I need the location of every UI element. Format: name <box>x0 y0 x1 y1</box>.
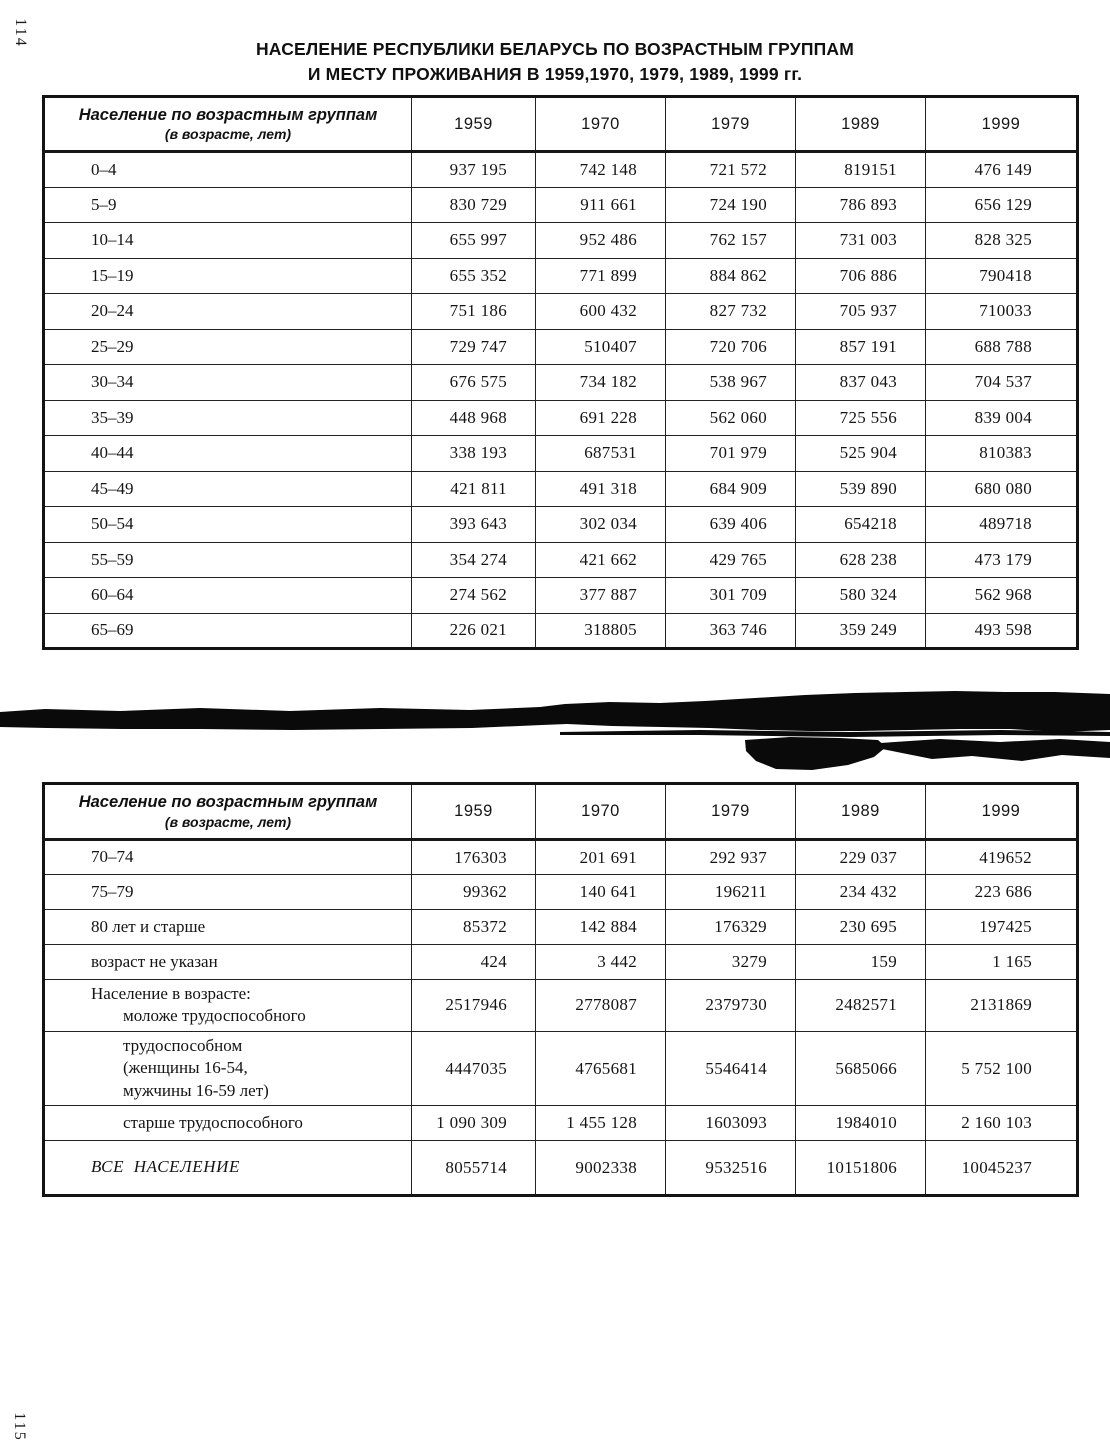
age-group-label <box>44 294 412 330</box>
header-label-line1: Население по возрастным группам <box>78 105 378 124</box>
table-row <box>44 365 1078 401</box>
year-header-1979: 1979 <box>666 97 796 152</box>
population-value: 377 887 <box>536 578 666 614</box>
population-value: 5546414 <box>666 1031 796 1105</box>
table-row <box>44 1141 1078 1196</box>
label-text: 15–19 <box>91 265 134 285</box>
header-label-line2: (в возрасте, лет) <box>164 126 292 143</box>
page-number-top: 114 <box>12 18 29 48</box>
population-value: 839 004 <box>926 400 1078 436</box>
population-value: 819151 <box>796 152 926 188</box>
label-text: возраст не указан <box>91 951 218 971</box>
population-value: 688 788 <box>926 329 1078 365</box>
label-text: 70–74 <box>91 847 134 867</box>
ink-blob-right <box>880 739 1110 761</box>
table-row <box>44 945 1078 980</box>
population-value: 142 884 <box>536 910 666 945</box>
population-value: 684 909 <box>666 471 796 507</box>
table-row <box>44 1031 1078 1105</box>
population-value: 827 732 <box>666 294 796 330</box>
age-group-label <box>44 945 412 980</box>
population-value: 656 129 <box>926 187 1078 223</box>
age-group-label <box>44 1106 412 1141</box>
table-row <box>44 542 1078 578</box>
label-text: 30–34 <box>91 372 134 392</box>
age-group-label <box>44 875 412 910</box>
population-value: 338 193 <box>412 436 536 472</box>
population-value: 655 352 <box>412 258 536 294</box>
age-group-label <box>44 187 412 223</box>
population-value: 476 149 <box>926 152 1078 188</box>
population-value: 201 691 <box>536 840 666 875</box>
label-text: 40–44 <box>91 443 134 463</box>
table-row <box>44 507 1078 543</box>
population-value: 539 890 <box>796 471 926 507</box>
table-row <box>44 258 1078 294</box>
population-table-lower <box>42 782 1079 1197</box>
population-value: 937 195 <box>412 152 536 188</box>
population-value: 734 182 <box>536 365 666 401</box>
label-text: мужчины 16-59 лет) <box>123 1080 269 1100</box>
population-value: 176303 <box>412 840 536 875</box>
age-group-label <box>44 910 412 945</box>
label-text: 55–59 <box>91 549 134 569</box>
population-value: 580 324 <box>796 578 926 614</box>
label-text: старше трудоспособного <box>123 1112 303 1132</box>
population-value: 884 862 <box>666 258 796 294</box>
population-value: 676 575 <box>412 365 536 401</box>
table-row <box>44 613 1078 649</box>
label-text: 45–49 <box>91 478 134 498</box>
page-title-line2: И МЕСТУ ПРОЖИВАНИЯ В 1959,1970, 1979, 1989, 1999 гг. <box>307 63 803 84</box>
age-group-label <box>44 400 412 436</box>
population-value: 639 406 <box>666 507 796 543</box>
age-group-label <box>44 471 412 507</box>
population-value: 99362 <box>412 875 536 910</box>
label-text: 80 лет и старше <box>91 916 206 936</box>
label-text: Население в возрасте: <box>91 984 251 1003</box>
ink-smudge-band <box>0 691 1110 732</box>
population-value: 725 556 <box>796 400 926 436</box>
table-row <box>44 980 1078 1032</box>
population-value: 2131869 <box>926 980 1078 1032</box>
population-value: 85372 <box>412 910 536 945</box>
year-header-1989: 1989 <box>796 784 926 840</box>
table-row <box>44 294 1078 330</box>
population-value: 762 157 <box>666 223 796 259</box>
label-text: (женщины 16-54, <box>123 1058 248 1078</box>
population-value: 680 080 <box>926 471 1078 507</box>
population-value: 421 811 <box>412 471 536 507</box>
population-value: 489718 <box>926 507 1078 543</box>
population-value: 292 937 <box>666 840 796 875</box>
population-value: 8055714 <box>412 1141 536 1196</box>
population-table-upper <box>42 95 1079 650</box>
population-value: 302 034 <box>536 507 666 543</box>
label-text: моложе трудоспособного <box>123 1006 306 1026</box>
table-row <box>44 471 1078 507</box>
population-value: 3279 <box>666 945 796 980</box>
label-text: 0–4 <box>91 159 117 179</box>
population-value: 4765681 <box>536 1031 666 1105</box>
population-value: 562 968 <box>926 578 1078 614</box>
age-group-label <box>44 365 412 401</box>
population-value: 628 238 <box>796 542 926 578</box>
population-value: 424 <box>412 945 536 980</box>
population-value: 393 643 <box>412 507 536 543</box>
year-header-1999: 1999 <box>926 784 1078 840</box>
label-text: 20–24 <box>91 301 134 321</box>
page-title <box>0 37 1110 87</box>
population-value: 2517946 <box>412 980 536 1032</box>
population-value: 448 968 <box>412 400 536 436</box>
population-value: 3 442 <box>536 945 666 980</box>
age-group-column-header <box>44 97 412 152</box>
label-text: 75–79 <box>91 881 134 901</box>
label-text: 65–69 <box>91 620 134 640</box>
label-text: 25–29 <box>91 336 134 356</box>
population-value: 654218 <box>796 507 926 543</box>
age-group-label <box>44 1141 412 1196</box>
population-value: 234 432 <box>796 875 926 910</box>
age-group-label <box>44 329 412 365</box>
population-value: 857 191 <box>796 329 926 365</box>
table-row <box>44 329 1078 365</box>
population-value: 2482571 <box>796 980 926 1032</box>
population-value: 705 937 <box>796 294 926 330</box>
population-value: 510407 <box>536 329 666 365</box>
population-value: 600 432 <box>536 294 666 330</box>
population-value: 724 190 <box>666 187 796 223</box>
population-value: 720 706 <box>666 329 796 365</box>
age-group-label <box>44 223 412 259</box>
population-value: 830 729 <box>412 187 536 223</box>
population-value: 655 997 <box>412 223 536 259</box>
population-value: 2 160 103 <box>926 1106 1078 1141</box>
year-header-1959: 1959 <box>412 97 536 152</box>
table-row <box>44 875 1078 910</box>
population-value: 1 455 128 <box>536 1106 666 1141</box>
year-header-1979: 1979 <box>666 784 796 840</box>
population-value: 828 325 <box>926 223 1078 259</box>
population-value: 691 228 <box>536 400 666 436</box>
population-value: 704 537 <box>926 365 1078 401</box>
population-value: 4447035 <box>412 1031 536 1105</box>
table-row <box>44 400 1078 436</box>
population-value: 706 886 <box>796 258 926 294</box>
label-text: 5–9 <box>91 194 117 214</box>
table-row <box>44 578 1078 614</box>
population-value: 176329 <box>666 910 796 945</box>
page-title-line1: НАСЕЛЕНИЕ РЕСПУБЛИКИ БЕЛАРУСЬ ПО ВОЗРАСТНЫМ ГРУППАМ <box>255 39 855 59</box>
population-value: 5685066 <box>796 1031 926 1105</box>
population-value: 493 598 <box>926 613 1078 649</box>
population-value: 229 037 <box>796 840 926 875</box>
population-value: 687531 <box>536 436 666 472</box>
age-group-label <box>44 578 412 614</box>
population-value: 226 021 <box>412 613 536 649</box>
table-row <box>44 223 1078 259</box>
age-group-label <box>44 613 412 649</box>
population-value: 301 709 <box>666 578 796 614</box>
age-group-label <box>44 1031 412 1105</box>
population-value: 223 686 <box>926 875 1078 910</box>
population-value: 911 661 <box>536 187 666 223</box>
age-group-label <box>44 980 412 1032</box>
age-group-label <box>44 436 412 472</box>
population-value: 429 765 <box>666 542 796 578</box>
label-text: 50–54 <box>91 514 134 534</box>
population-value: 159 <box>796 945 926 980</box>
header-label-line2: (в возрасте, лет) <box>164 813 292 830</box>
year-header-1959: 1959 <box>412 784 536 840</box>
year-header-1970: 1970 <box>536 784 666 840</box>
population-value: 525 904 <box>796 436 926 472</box>
table-row <box>44 840 1078 875</box>
age-group-column-header <box>44 784 412 840</box>
header-row <box>44 97 1078 152</box>
table-row <box>44 1106 1078 1141</box>
age-group-label <box>44 258 412 294</box>
population-value: 729 747 <box>412 329 536 365</box>
population-value: 9532516 <box>666 1141 796 1196</box>
population-value: 473 179 <box>926 542 1078 578</box>
label-text: трудоспособном <box>123 1035 243 1055</box>
year-header-1999: 1999 <box>926 97 1078 152</box>
population-value: 318805 <box>536 613 666 649</box>
population-value: 9002338 <box>536 1141 666 1196</box>
population-value: 421 662 <box>536 542 666 578</box>
population-value: 230 695 <box>796 910 926 945</box>
population-value: 274 562 <box>412 578 536 614</box>
population-value: 5 752 100 <box>926 1031 1078 1105</box>
population-value: 701 979 <box>666 436 796 472</box>
age-group-label <box>44 507 412 543</box>
population-value: 742 148 <box>536 152 666 188</box>
population-value: 1984010 <box>796 1106 926 1141</box>
table-row <box>44 910 1078 945</box>
population-value: 196211 <box>666 875 796 910</box>
age-group-label <box>44 840 412 875</box>
population-value: 786 893 <box>796 187 926 223</box>
population-value: 1 165 <box>926 945 1078 980</box>
population-value: 1603093 <box>666 1106 796 1141</box>
population-value: 10045237 <box>926 1141 1078 1196</box>
age-group-label <box>44 152 412 188</box>
age-group-label <box>44 542 412 578</box>
page-number-bottom: 115 <box>11 1412 28 1442</box>
population-value: 359 249 <box>796 613 926 649</box>
population-value: 810383 <box>926 436 1078 472</box>
population-value: 721 572 <box>666 152 796 188</box>
population-value: 538 967 <box>666 365 796 401</box>
population-value: 140 641 <box>536 875 666 910</box>
table-row <box>44 436 1078 472</box>
population-value: 10151806 <box>796 1141 926 1196</box>
population-value: 1 090 309 <box>412 1106 536 1141</box>
population-value: 2778087 <box>536 980 666 1032</box>
label-text: 10–14 <box>91 230 134 250</box>
population-value: 197425 <box>926 910 1078 945</box>
population-value: 837 043 <box>796 365 926 401</box>
scan-artifact <box>0 685 1110 785</box>
header-row <box>44 784 1078 840</box>
ink-smudge-wisp <box>560 730 1110 737</box>
population-value: 710033 <box>926 294 1078 330</box>
label-text: 60–64 <box>91 585 134 605</box>
population-value: 419652 <box>926 840 1078 875</box>
label-text: 35–39 <box>91 407 134 427</box>
population-value: 2379730 <box>666 980 796 1032</box>
population-value: 790418 <box>926 258 1078 294</box>
population-value: 731 003 <box>796 223 926 259</box>
population-value: 562 060 <box>666 400 796 436</box>
population-value: 751 186 <box>412 294 536 330</box>
year-header-1989: 1989 <box>796 97 926 152</box>
population-value: 952 486 <box>536 223 666 259</box>
label-text: ВСЕ НАСЕЛЕНИЕ <box>91 1157 241 1177</box>
ink-blob-left <box>745 737 886 770</box>
table-row <box>44 187 1078 223</box>
population-value: 363 746 <box>666 613 796 649</box>
table-row <box>44 152 1078 188</box>
population-value: 354 274 <box>412 542 536 578</box>
population-value: 491 318 <box>536 471 666 507</box>
population-value: 771 899 <box>536 258 666 294</box>
year-header-1970: 1970 <box>536 97 666 152</box>
header-label-line1: Население по возрастным группам <box>78 793 378 812</box>
